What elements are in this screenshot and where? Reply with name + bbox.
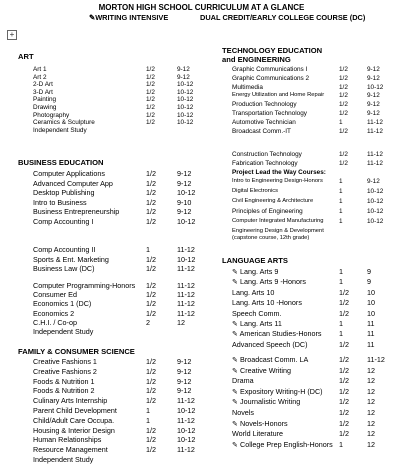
course-name: Independent Study — [33, 126, 87, 134]
course-credit: 1/2 — [146, 299, 156, 309]
course-credit: 1/2 — [146, 66, 155, 73]
course-name: Advanced Computer App — [33, 178, 113, 188]
course-grades: 10-12 — [177, 96, 194, 104]
course-credit: 1 — [339, 118, 343, 126]
course-grades: 11-12 — [367, 151, 383, 158]
course-grades: 9-12 — [367, 74, 380, 82]
course-name: ✎ Lang. Arts 9 -Honors — [232, 277, 306, 287]
course-grades: 10-12 — [177, 435, 196, 445]
course-grades: 11-12 — [367, 127, 383, 135]
course-grades: 11-12 — [367, 160, 383, 167]
course-credit: 1/2 — [146, 435, 156, 445]
course-name: Lang. Arts 10 — [232, 287, 275, 297]
course-name: Broadcast Comm.-IT — [232, 127, 291, 135]
course-name: Construction Technology — [232, 151, 302, 158]
course-name: Foods & Nutrition 2 — [33, 386, 95, 396]
section-header-family: FAMILY & CONSUMER SCIENCE — [18, 347, 135, 356]
course-credit: 1/2 — [339, 408, 349, 417]
course-name: ✎ Creative Writing — [232, 365, 292, 375]
course-name: Foods & Nutrition 1 — [33, 376, 95, 386]
course-name: Principles of Engineering — [232, 208, 303, 215]
course-grades: 9-12 — [367, 66, 380, 73]
course-name: Computer Integrated Manufacturing — [232, 218, 324, 224]
course-name: Creative Fashions 1 — [33, 357, 97, 366]
course-grades: 9-12 — [177, 376, 192, 386]
course-credit: 1 — [339, 218, 343, 225]
course-grades: 9-12 — [177, 386, 192, 396]
course-grades: 11-12 — [177, 415, 195, 425]
course-name: ✎ Lang. Arts 9 — [232, 267, 279, 276]
course-grades: 11-12 — [177, 445, 195, 455]
course-name: Drama — [232, 376, 254, 386]
course-credit: 1/2 — [339, 287, 349, 297]
course-credit: 1 — [339, 439, 343, 449]
course-name: Economics 2 — [33, 308, 75, 318]
course-grades: 10-12 — [177, 81, 194, 89]
course-credit: 1/2 — [339, 151, 348, 158]
course-name: Production Technology — [232, 101, 297, 109]
course-name: Painting — [33, 96, 57, 104]
course-credit: 1 — [339, 267, 343, 276]
course-name: World Literature — [232, 429, 284, 439]
course-credit: 1 — [339, 198, 343, 205]
course-grades: 9-12 — [177, 366, 192, 376]
course-name: 2-D Art — [33, 81, 53, 89]
course-name: Comp Accounting II — [33, 245, 96, 254]
course-credit: 1/2 — [339, 298, 349, 308]
course-grades: 9-12 — [177, 357, 192, 366]
course-grades: 12 — [367, 439, 375, 449]
course-grades: 9-12 — [177, 169, 192, 178]
course-credit: 1/2 — [146, 281, 156, 290]
course-grades: 10-12 — [367, 198, 384, 205]
course-name: ✎ Broadcast Comm. LA — [232, 355, 309, 364]
course-name: Novels — [232, 408, 254, 417]
course-grades: 9-12 — [367, 178, 380, 185]
course-credit: 1/2 — [339, 83, 348, 91]
course-name: Child/Adult Care Occupa. — [33, 415, 115, 425]
course-name: Comp Accounting I — [33, 217, 94, 226]
course-name: Computer Applications — [33, 169, 105, 178]
course-grades: 10-12 — [177, 188, 196, 198]
course-credit: 1/2 — [146, 396, 156, 406]
course-grades: 11-12 — [177, 308, 195, 318]
course-credit: 1/2 — [146, 264, 156, 274]
course-credit: 1/2 — [146, 445, 156, 455]
course-credit: 1/2 — [339, 101, 348, 109]
course-grades: 10-12 — [367, 218, 384, 225]
course-credit: 1/2 — [146, 308, 156, 318]
course-credit: 1 — [146, 245, 150, 254]
course-name: Independent Study — [33, 327, 94, 336]
course-credit: 1/2 — [146, 88, 155, 96]
course-name: Creative Fashions 2 — [33, 366, 97, 376]
course-grades: 9-12 — [367, 110, 380, 117]
course-name: Parent Child Development — [33, 406, 117, 415]
course-credit: 1/2 — [146, 73, 155, 81]
course-name: Art 1 — [33, 66, 47, 73]
course-name: Art 2 — [33, 73, 47, 81]
course-grades: 10-12 — [177, 425, 196, 435]
course-credit: 1/2 — [339, 308, 349, 318]
course-grades: 12 — [367, 397, 375, 407]
course-credit: 1/2 — [339, 92, 348, 100]
course-name: ✎ Novels-Honors — [232, 418, 288, 428]
course-name: Transportation Technology — [232, 110, 307, 117]
course-grades: 11-12 — [177, 299, 195, 309]
course-grades: 11 — [367, 329, 375, 339]
course-grades: 12 — [367, 418, 375, 428]
course-grades: 10-12 — [367, 83, 384, 91]
course-grades: 10-12 — [177, 217, 196, 226]
course-credit: 1/2 — [339, 339, 349, 349]
course-name: Drawing — [33, 104, 57, 111]
course-grades: 12 — [367, 376, 375, 386]
course-name: 3-D Art — [33, 88, 53, 96]
course-credit: 1/2 — [339, 66, 348, 73]
course-name: ✎ College Prep English-Honors — [232, 439, 333, 449]
course-grades: 9-12 — [177, 178, 192, 188]
course-name: C.H.I. / Co-op — [33, 317, 77, 327]
course-name: Intro to Business — [33, 197, 87, 207]
course-name: Human Relationships — [33, 435, 102, 445]
course-name: ✎ Expository Writing-H (DC) — [232, 386, 323, 396]
course-credit: 1/2 — [146, 81, 155, 89]
course-credit: 1/2 — [339, 74, 348, 82]
course-credit: 1 — [339, 178, 343, 185]
course-name: Civil Engineering & Architecture — [232, 198, 314, 204]
course-grades: 10-12 — [367, 188, 384, 195]
course-credit: 1/2 — [146, 188, 156, 198]
course-grades: 9-12 — [177, 207, 192, 217]
course-name: Resource Management — [33, 445, 108, 455]
course-name: Business Law (DC) — [33, 264, 95, 274]
course-grades: 11-12 — [177, 264, 195, 274]
course-credit: 1 — [339, 208, 343, 215]
course-credit: 1/2 — [146, 376, 156, 386]
course-grades: 12 — [177, 317, 185, 327]
course-credit: 1/2 — [146, 425, 156, 435]
course-credit: 1/2 — [339, 355, 349, 364]
course-grades: 10 — [367, 308, 375, 318]
course-credit: 1 — [339, 319, 343, 328]
course-name: Ceramics & Sculpture — [33, 119, 95, 127]
course-credit: 1/2 — [146, 178, 156, 188]
course-grades: 10 — [367, 287, 375, 297]
course-credit: 1/2 — [339, 127, 348, 135]
expand-icon[interactable]: + — [7, 30, 17, 40]
course-credit: 1/2 — [146, 104, 155, 111]
course-credit: 1/2 — [339, 418, 349, 428]
course-grades: 12 — [367, 429, 375, 439]
course-grades: 9-12 — [177, 73, 190, 81]
course-name: ✎ Journalistic Writing — [232, 397, 301, 407]
course-grades: 10-12 — [177, 119, 194, 127]
course-credit: 1/2 — [146, 111, 155, 119]
course-credit: 1/2 — [146, 366, 156, 376]
course-grades: 9 — [367, 277, 371, 287]
course-credit: 1/2 — [146, 254, 156, 264]
course-name: ✎ Lang. Arts 11 — [232, 319, 282, 328]
course-credit: 1/2 — [339, 397, 349, 407]
course-name: Desktop Publishing — [33, 188, 95, 198]
course-name: Digital Electronics — [232, 188, 279, 194]
course-credit: 1/2 — [339, 110, 348, 117]
course-name: Culinary Arts Internship — [33, 396, 108, 406]
course-credit: 1 — [339, 329, 343, 339]
course-name: ✎ American Studies-Honors — [232, 329, 322, 339]
course-grades: 11 — [367, 319, 375, 328]
course-grades: 9-10 — [177, 197, 192, 207]
course-grades: 9-12 — [367, 92, 380, 100]
course-name: Speech Comm. — [232, 308, 282, 318]
section-header-business: BUSINESS EDUCATION — [18, 158, 104, 167]
course-name: Multimedia — [232, 83, 263, 91]
course-name: Graphic Communications I — [232, 66, 308, 73]
legend-writing-intensive: ✎WRITING INTENSIVE — [89, 13, 169, 22]
course-credit: 1 — [339, 277, 343, 287]
course-name: Computer Programming-Honors — [33, 281, 136, 290]
course-grades: 12 — [367, 408, 375, 417]
course-credit: 1/2 — [146, 119, 155, 127]
course-grades: 10-12 — [177, 406, 196, 415]
course-grades: 9 — [367, 267, 371, 276]
course-name: Business Entrepreneurship — [33, 207, 120, 217]
course-credit: 1/2 — [146, 207, 156, 217]
legend-dual-credit: DUAL CREDIT/EARLY COLLEGE COURSE (DC) — [200, 13, 366, 22]
course-grades: 10-12 — [177, 254, 196, 264]
course-credit: 1 — [146, 415, 150, 425]
course-grades: 12 — [367, 365, 375, 375]
course-grades: 9-12 — [177, 66, 190, 73]
course-credit: 2 — [146, 317, 150, 327]
course-grades: 11-12 — [177, 245, 195, 254]
course-grades: 11-12 — [177, 396, 195, 406]
course-name: Intro to Engineering Design-Honors — [232, 178, 323, 184]
course-credit: 1/2 — [146, 217, 156, 226]
course-credit: 1/2 — [339, 160, 348, 167]
course-credit: 1/2 — [146, 386, 156, 396]
cim-line-2: Engineering Design & Development — [232, 228, 324, 234]
course-name: Sports & Ent. Marketing — [33, 254, 109, 264]
course-name: Lang. Arts 10 -Honors — [232, 298, 302, 308]
course-credit: 1/2 — [146, 357, 156, 366]
course-credit: 1/2 — [146, 197, 156, 207]
course-grades: 10 — [367, 298, 375, 308]
course-grades: 10-12 — [177, 111, 194, 119]
course-grades: 11-12 — [367, 118, 383, 126]
course-name: Fabrication Technology — [232, 160, 298, 167]
course-grades: 11-12 — [367, 355, 385, 364]
course-credit: 1/2 — [339, 386, 349, 396]
course-name: Independent Study — [33, 455, 94, 464]
course-grades: 11-12 — [177, 290, 195, 300]
course-grades: 9-12 — [367, 101, 380, 109]
course-credit: 1/2 — [146, 290, 156, 300]
course-grades: 12 — [367, 386, 375, 396]
section-header-art: ART — [18, 52, 34, 61]
page-title: MORTON HIGH SCHOOL CURRICULUM AT A GLANCE — [98, 3, 305, 12]
course-credit: 1/2 — [339, 365, 349, 375]
course-name: Photography — [33, 111, 70, 119]
course-name: Advanced Speech (DC) — [232, 339, 308, 349]
cim-line-3: (capstone course, 12th grade) — [232, 235, 310, 241]
pltw-heading: Project Lead the Way Courses: — [232, 169, 326, 176]
course-credit: 1/2 — [146, 169, 156, 178]
section-header-language-arts: LANGUAGE ARTS — [222, 256, 288, 265]
course-grades: 10-12 — [177, 104, 194, 111]
course-name: Energy Utilization and Home Repair — [232, 92, 325, 99]
course-grades: 10-12 — [177, 88, 194, 96]
course-grades: 11-12 — [177, 281, 195, 290]
course-credit: 1/2 — [339, 376, 349, 386]
course-credit: 1 — [146, 406, 150, 415]
course-name: Consumer Ed — [33, 290, 77, 300]
course-credit: 1/2 — [146, 96, 155, 104]
section-header-tech: TECHNOLOGY EDUCATION — [222, 46, 323, 55]
section-header-tech-2: and ENGINEERING — [222, 55, 291, 64]
course-credit: 1 — [339, 188, 343, 195]
course-grades: 11 — [367, 339, 375, 349]
course-name: Housing & Interior Design — [33, 425, 115, 435]
course-grades: 10-12 — [367, 208, 384, 215]
course-name: Economics 1 (DC) — [33, 299, 92, 309]
course-name: Graphic Communications 2 — [232, 74, 310, 82]
course-name: Automotive Technician — [232, 118, 296, 126]
course-credit: 1/2 — [339, 429, 349, 439]
